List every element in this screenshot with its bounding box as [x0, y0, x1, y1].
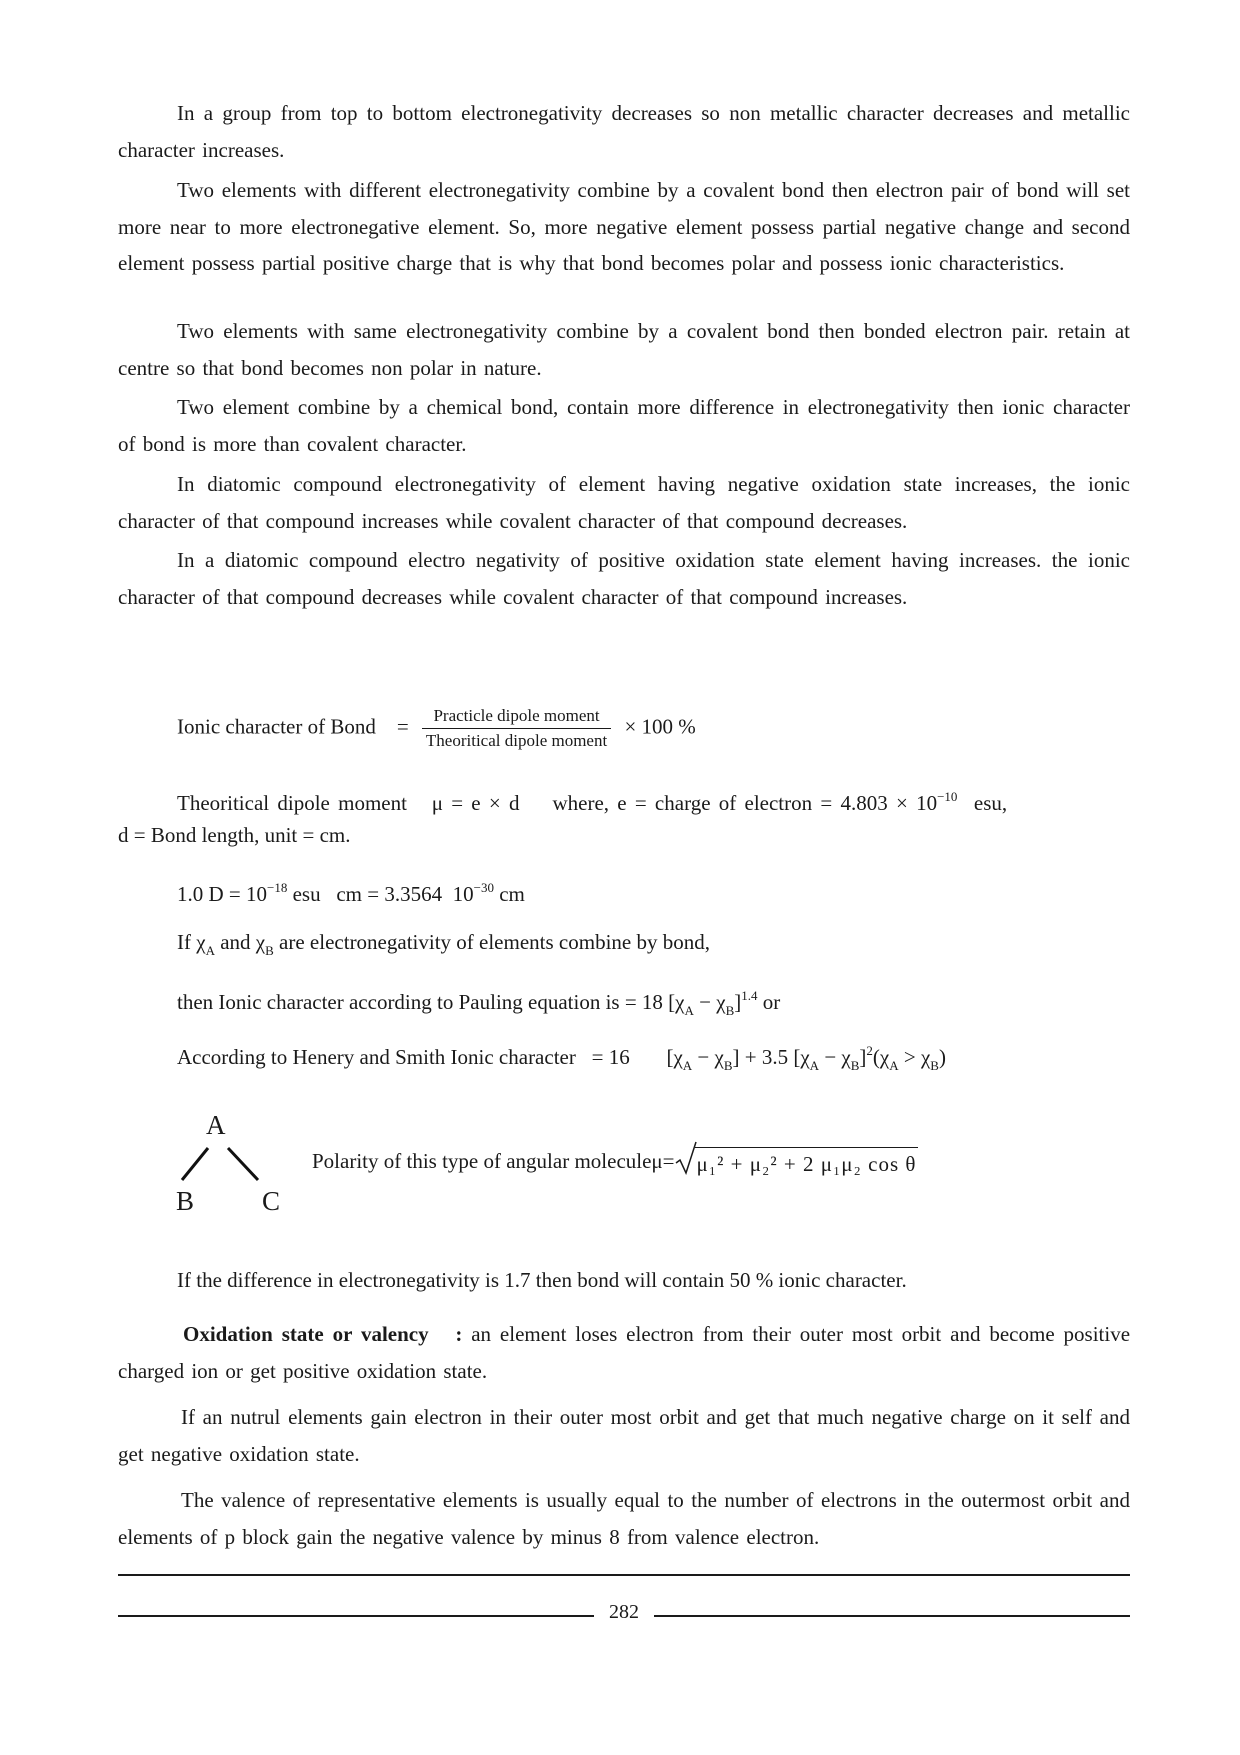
square-root: μ₁² + μ₂² + 2 μ₁μ₂ cos θ [675, 1147, 919, 1179]
pauling-equation: then Ionic character according to Pauling equation is = 18 $[\chi_A - \chi_B]^{1.4}$ or [177, 988, 781, 1018]
atom-a-label: A [206, 1110, 226, 1140]
paragraph-negative-oxidation-gain: If an nutrul elements gain electron in their outer most orbit and get that much negative charge on it self and get negative oxidation state. [118, 1405, 1130, 1466]
paragraph-different-electronegativity: Two elements with different electronegativity combine by a covalent bond then electron pair of bond will set more near to more electronegative element. So, more negative element possess partial negative change and second element possess partial positive charge that is why that bond becomes polar and possess ionic characteristics. [118, 178, 1130, 275]
radical-sign [675, 1141, 697, 1175]
henery-smith-equation: According to Henery and Smith Ionic character = 16 $[\chi_A - \chi_B] + 3.5$ $[\chi_A - \chi_B]^2(\chi_A > \chi_B)$ [177, 1043, 946, 1073]
oxidation-heading: Oxidation state or valency [183, 1322, 429, 1346]
paragraph-negative-oxidation: In diatomic compound electronegativity of element having negative oxidation state increases, the ionic character of that compound increases while covalent character of that compound decreases. [118, 472, 1130, 533]
paragraph-same-electronegativity: Two elements with same electronegativity combine by a covalent bond then bonded electron pair. retain at centre so that bond becomes non polar in nature. [118, 319, 1130, 380]
polarity-formula: Polarity of this type of angular moleculeμ= μ₁² + μ₂² + 2 μ₁μ₂ cos θ [312, 1146, 918, 1179]
paragraph-oxidation-state: Oxidation state or valency : an element loses electron from their outer most orbit and become positive charged ion or get positive oxidation state. [118, 1322, 1131, 1383]
ionic-character-formula: Ionic character of Bond = $\frac{\text{Practicle dipole moment}}{\text{Theoritical dipole moment}}$ × 100 % [177, 706, 696, 750]
dipole-moment-line: Theoritical dipole moment μ = e × d where, e = charge of electron = $4.803 \times 10^{-10}$ esu, [177, 789, 1008, 815]
chi-definition: If $\chi_A$ and $\chi_B$ are electronegativity of elements combine by bond, [177, 930, 710, 958]
atom-b-label: B [176, 1186, 195, 1216]
paragraph-valence: The valence of representative elements is usually equal to the number of electrons in the outermost orbit and elements of p block gain the negative valence by minus 8 from valence electron. [118, 1488, 1130, 1549]
dipole-fraction: $\frac{\text{Practicle dipole moment}}{\text{Theoritical dipole moment}}$ [422, 705, 611, 752]
atom-c-label: C [262, 1186, 281, 1216]
footer-top-rule [118, 1574, 1130, 1576]
bond-length-line: d = Bond length, unit = cm. [118, 823, 351, 847]
debye-conversion: 1.0 $D = 10^{-18}$ esu cm = 3.3564 $10^{-30}$ cm [177, 880, 525, 906]
page-number: 282 [609, 1601, 639, 1623]
angular-molecule-diagram [174, 1110, 294, 1220]
fifty-percent-line: If the difference in electronegativity is 1.7 then bond will contain 50 % ionic character. [177, 1268, 907, 1292]
paragraph-group-trend: In a group from top to bottom electronegativity decreases so non metallic character decreases and metallic character increases. [118, 101, 1130, 162]
footer-rule-left [118, 1615, 594, 1617]
page [118, 0, 1130, 1755]
paragraph-chemical-bond-difference: Two element combine by a chemical bond, contain more difference in electronegativity then ionic character of bond is more than covalent character. [118, 395, 1130, 456]
footer-rule-right [654, 1615, 1130, 1617]
paragraph-positive-oxidation: In a diatomic compound electro negativity of positive oxidation state element having increases. the ionic character of that compound decreases while covalent character of that compound increases. [118, 548, 1130, 609]
